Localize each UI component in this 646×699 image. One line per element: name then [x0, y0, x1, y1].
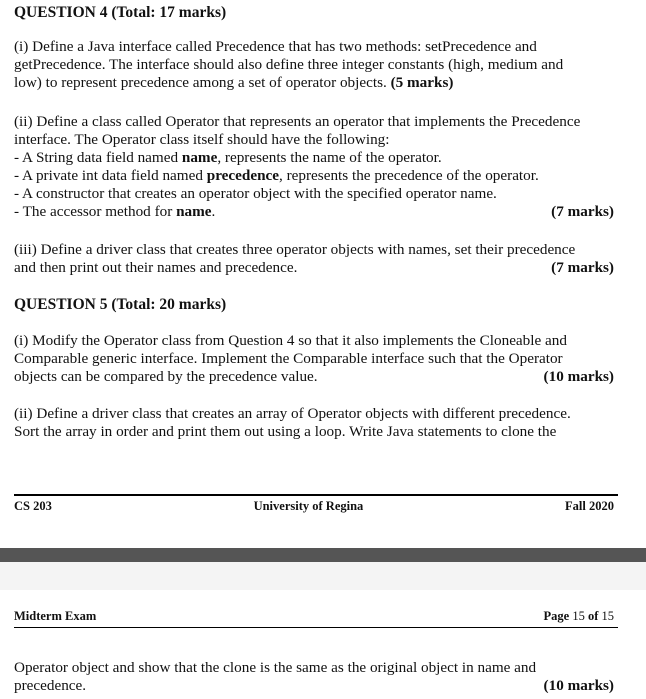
text-line: Comparable generic interface. Implement the Comparable interface such that the Operator — [14, 350, 563, 367]
footer-course: CS 203 — [14, 499, 52, 513]
header-exam-title: Midterm Exam — [14, 609, 97, 623]
header-rule — [14, 627, 618, 628]
text-line: and then print out their names and precedence. (7 marks) — [14, 259, 614, 276]
bullet-precedence-field: - A private int data field named precedence, represents the precedence of the operator. — [14, 167, 539, 184]
question-4-heading: QUESTION 4 (Total: 17 marks) — [14, 4, 227, 21]
marks-label: (5 marks) — [390, 74, 454, 91]
page-gap — [0, 562, 646, 590]
marks-label: (7 marks) — [551, 259, 614, 276]
question-5-part-ii — [14, 405, 614, 441]
question-4-part-ii — [14, 113, 614, 221]
page-footer — [14, 499, 614, 514]
question-4-part-iii — [14, 241, 614, 277]
bullet-name-field: - A String data field named name, represents the name of the operator. — [14, 149, 442, 166]
text-line: (ii) Define a driver class that creates an array of Operator objects with different precedence. — [14, 405, 571, 422]
pdf-page-next — [0, 590, 646, 699]
question-5-heading: QUESTION 5 (Total: 20 marks) — [14, 296, 227, 313]
marks-label: (10 marks) — [543, 368, 614, 385]
text-line: low) to represent precedence among a set of operator objects. (5 marks) — [14, 74, 454, 91]
footer-university: University of Regina — [253, 499, 364, 513]
text-line: Operator object and show that the clone is the same as the original object in name and — [14, 659, 537, 676]
text-line: precedence. (10 marks) — [14, 677, 614, 694]
bullet-accessor: - The accessor method for name. (7 marks) — [14, 203, 614, 220]
question-5-part-ii-continued — [14, 659, 614, 695]
text-line: Sort the array in order and print them out using a loop. Write Java statements to clone the — [14, 423, 557, 440]
text-line: objects can be compared by the precedence value. (10 marks) — [14, 368, 614, 385]
text-line: (ii) Define a class called Operator that represents an operator that implements the Precedence — [14, 113, 581, 130]
marks-label: (10 marks) — [543, 677, 614, 694]
text-line: (iii) Define a driver class that creates three operator objects with names, set their precedence — [14, 241, 576, 258]
question-4-part-i — [14, 38, 614, 92]
text-line: interface. The Operator class itself should have the following: — [14, 131, 390, 148]
footer-rule — [14, 494, 618, 496]
page-header — [14, 609, 614, 624]
text-line: (i) Define a Java interface called Precedence that has two methods: setPrecedence and — [14, 38, 537, 55]
page-separator — [0, 548, 646, 562]
footer-term: Fall 2020 — [565, 499, 614, 513]
marks-label: (7 marks) — [551, 203, 614, 220]
header-page-number: Page 15 of 15 — [543, 609, 614, 623]
text-line: getPrecedence. The interface should also define three integer constants (high, medium and — [14, 56, 564, 73]
question-5-part-i — [14, 332, 614, 386]
text-line: (i) Modify the Operator class from Question 4 so that it also implements the Cloneable and — [14, 332, 567, 349]
bullet-constructor: - A constructor that creates an operator object with the specified operator name. — [14, 185, 497, 202]
